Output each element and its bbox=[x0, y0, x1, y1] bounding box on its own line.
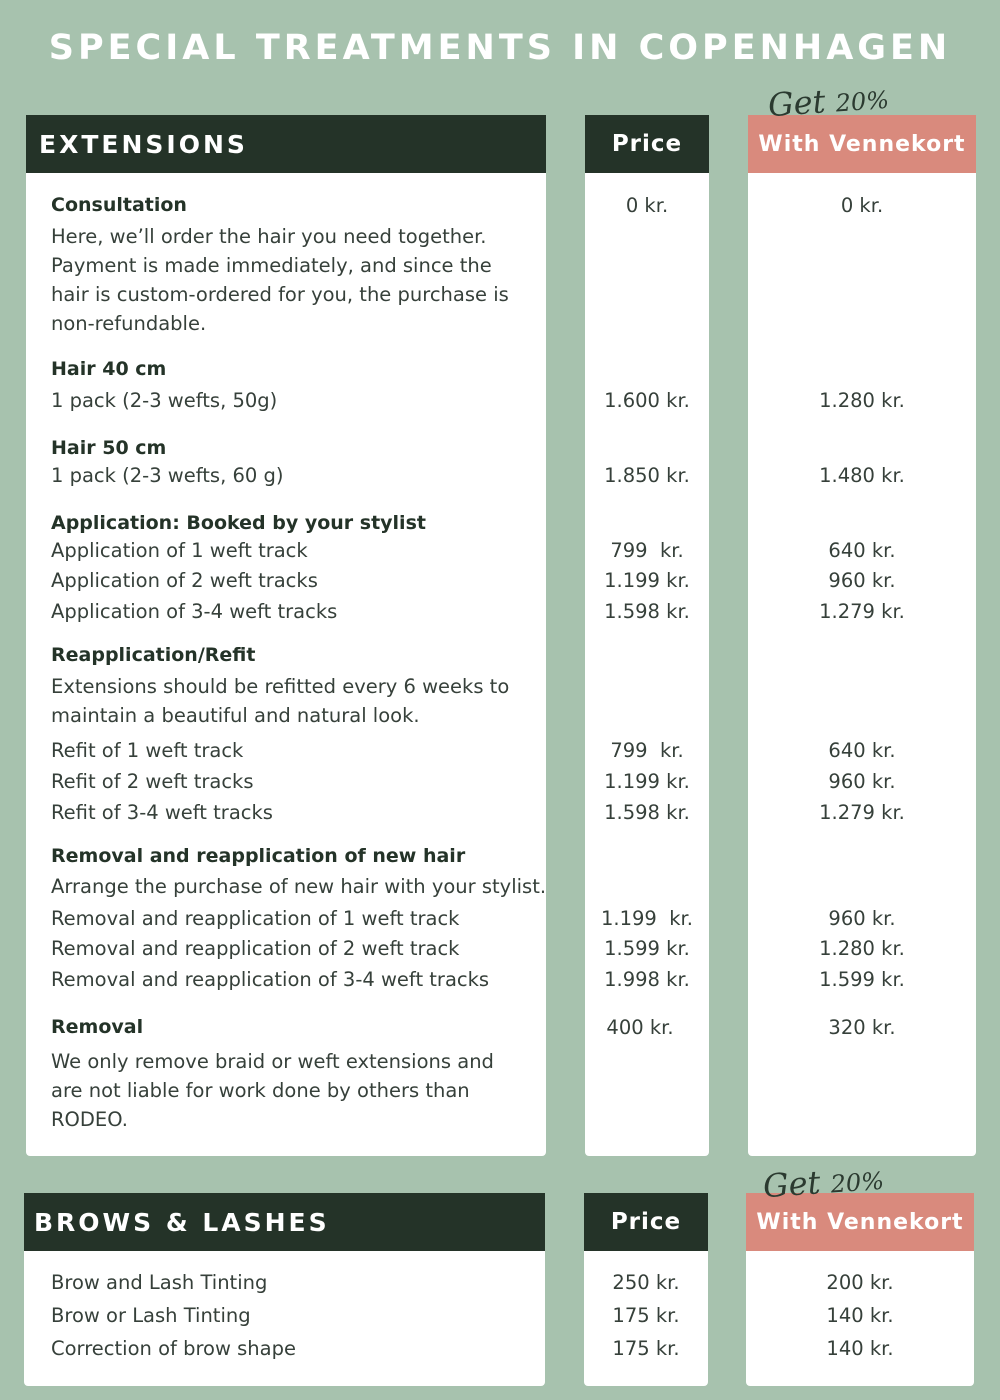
application-item-vennekort: 640 kr. bbox=[828, 539, 896, 562]
application-title: Application: Booked by your stylist bbox=[51, 512, 426, 534]
application-item-label: Application of 3-4 weft tracks bbox=[51, 600, 338, 623]
application-item-price: 1.199 kr. bbox=[604, 569, 690, 592]
promo-script-prefix: Get bbox=[761, 1162, 832, 1206]
brows-item-vennekort: 200 kr. bbox=[826, 1271, 894, 1294]
removal-title: Removal bbox=[51, 1016, 144, 1038]
refit-item-price: 1.199 kr. bbox=[604, 770, 690, 793]
removal-vennekort: 320 kr. bbox=[828, 1016, 896, 1039]
hair40-item: 1 pack (2-3 wefts, 50g) bbox=[51, 389, 278, 412]
application-item-label: Application of 2 weft tracks bbox=[51, 569, 318, 592]
refit-item-label: Refit of 3-4 weft tracks bbox=[51, 801, 273, 824]
brows-item-price: 175 kr. bbox=[612, 1337, 680, 1360]
application-item-label: Application of 1 weft track bbox=[51, 539, 308, 562]
brows-item-vennekort: 140 kr. bbox=[826, 1304, 894, 1327]
removal-reapp-title: Removal and reapplication of new hair bbox=[51, 845, 466, 867]
application-item-vennekort: 960 kr. bbox=[828, 569, 896, 592]
brows-heading: BROWS & LASHES bbox=[24, 1193, 545, 1251]
brows-price-header: Price bbox=[584, 1193, 708, 1251]
hair50-title: Hair 50 cm bbox=[51, 437, 167, 459]
removal-reapp-item-price: 1.199 kr. bbox=[601, 907, 693, 930]
refit-title: Reapplication/Refit bbox=[51, 644, 256, 666]
brows-item-vennekort: 140 kr. bbox=[826, 1337, 894, 1360]
removal-reapp-item-vennekort: 1.280 kr. bbox=[819, 937, 905, 960]
brows-item-label: Correction of brow shape bbox=[51, 1337, 296, 1360]
page-title: SPECIAL TREATMENTS IN COPENHAGEN bbox=[48, 28, 952, 68]
extensions-vennekort-header: With Vennekort bbox=[748, 115, 976, 173]
consultation-price: 0 kr. bbox=[625, 194, 669, 217]
removal-reapp-item-price: 1.599 kr. bbox=[604, 937, 690, 960]
removal-reapp-item-label: Removal and reapplication of 1 weft track bbox=[51, 907, 460, 930]
refit-item-label: Refit of 1 weft track bbox=[51, 739, 244, 762]
removal-reapp-item-label: Removal and reapplication of 2 weft track bbox=[51, 937, 460, 960]
refit-description: Extensions should be refitted every 6 weeks to maintain a beautiful and natural look. bbox=[51, 675, 510, 727]
refit-item-label: Refit of 2 weft tracks bbox=[51, 770, 254, 793]
brows-item-label: Brow and Lash Tinting bbox=[51, 1271, 268, 1294]
extensions-heading: EXTENSIONS bbox=[26, 115, 546, 173]
hair40-price: 1.600 kr. bbox=[604, 389, 690, 412]
brows-item-price: 175 kr. bbox=[612, 1304, 680, 1327]
removal-reapp-item-price: 1.998 kr. bbox=[604, 968, 690, 991]
removal-reapp-item-vennekort: 960 kr. bbox=[828, 907, 896, 930]
refit-item-vennekort: 640 kr. bbox=[828, 739, 896, 762]
extensions-vennekort-panel bbox=[748, 115, 976, 1156]
removal-reapp-description: Arrange the purchase of new hair with your stylist. bbox=[51, 875, 547, 898]
refit-item-vennekort: 1.279 kr. bbox=[819, 801, 905, 824]
hair40-title: Hair 40 cm bbox=[51, 358, 167, 380]
extensions-price-panel bbox=[585, 115, 709, 1156]
hair50-vennekort: 1.480 kr. bbox=[819, 464, 905, 487]
hair50-item: 1 pack (2-3 wefts, 60 g) bbox=[51, 464, 284, 487]
application-item-price: 799 kr. bbox=[610, 539, 684, 562]
application-item-vennekort: 1.279 kr. bbox=[819, 600, 905, 623]
removal-description: We only remove braid or weft extensions and are not liable for work done by others than RODEO. bbox=[51, 1050, 494, 1131]
brows-vennekort-header: With Vennekort bbox=[746, 1193, 974, 1251]
consultation-title: Consultation bbox=[51, 194, 187, 216]
refit-item-vennekort: 960 kr. bbox=[828, 770, 896, 793]
extensions-price-header: Price bbox=[585, 115, 709, 173]
removal-price: 400 kr. bbox=[606, 1016, 674, 1039]
consultation-vennekort: 0 kr. bbox=[840, 194, 884, 217]
consultation-description: Here, we’ll order the hair you need together. Payment is made immediately, and since the hair is custom-ordered for you, the purchase is non-refundable. bbox=[51, 225, 509, 335]
application-item-price: 1.598 kr. bbox=[604, 600, 690, 623]
promo-script-prefix: Get bbox=[766, 81, 837, 125]
refit-item-price: 1.598 kr. bbox=[604, 801, 690, 824]
promo-script-percent: 20% bbox=[829, 1166, 885, 1199]
refit-item-price: 799 kr. bbox=[610, 739, 684, 762]
promo-script-percent: 20% bbox=[834, 85, 890, 118]
hair50-price: 1.850 kr. bbox=[604, 464, 690, 487]
brows-item-label: Brow or Lash Tinting bbox=[51, 1304, 251, 1327]
brows-item-price: 250 kr. bbox=[612, 1271, 680, 1294]
hair40-vennekort: 1.280 kr. bbox=[819, 389, 905, 412]
removal-reapp-item-label: Removal and reapplication of 3-4 weft tracks bbox=[51, 968, 490, 991]
removal-reapp-item-vennekort: 1.599 kr. bbox=[819, 968, 905, 991]
